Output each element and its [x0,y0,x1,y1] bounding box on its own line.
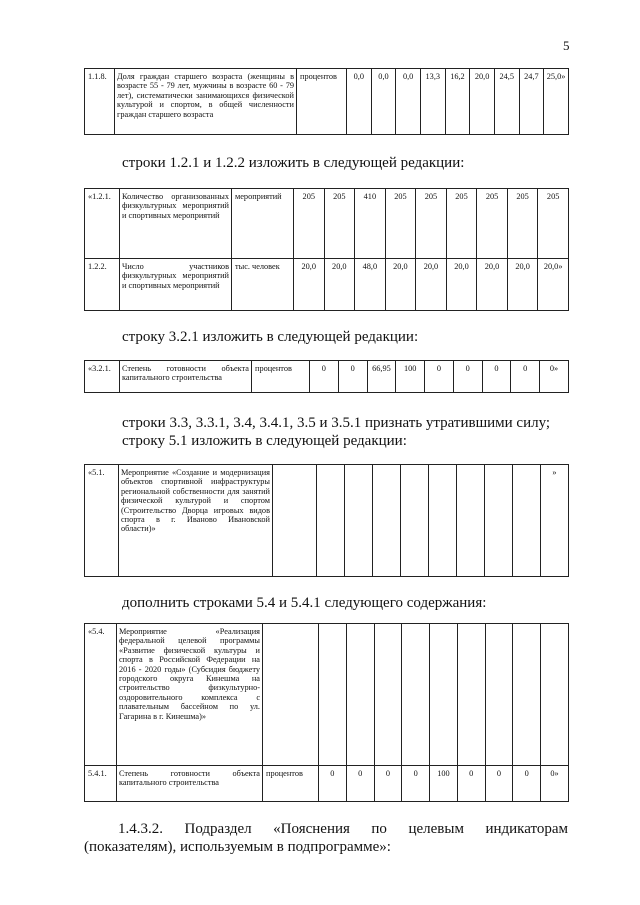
value-cell: 100 [396,361,425,393]
value-cell: 205 [294,189,325,259]
value-cell: 0 [319,766,347,802]
value-cell: 205 [477,189,508,259]
table-row [85,361,569,393]
value-cell: 205 [538,189,569,259]
section-heading-rows-5-4: дополнить строками 5.4 и 5.4.1 следующего содержания: [122,595,487,611]
indicator-name-cell: Степень готовности объекта капитального строительства [120,361,252,393]
value-cell [430,624,458,766]
section-heading-rows-3-3: строки 3.3, 3.3.1, 3.4, 3.4.1, 3.5 и 3.5.1 признать утратившими силу; [122,415,551,431]
value-cell: 205 [507,189,538,259]
value-cell [373,465,401,577]
value-cell: 0,0 [347,69,372,135]
indicator-name-cell: Количество организованных физкультурных мероприятий и спортивных мероприятий [120,189,232,259]
value-cell: 205 [324,189,355,259]
value-cell [485,465,513,577]
value-cell: 20,0 [385,259,416,311]
value-cell: 205 [385,189,416,259]
value-cell [485,624,513,766]
value-cell [513,465,541,577]
value-cell [541,624,569,766]
indicator-table-1-2 [84,188,569,311]
value-cell: 205 [416,189,447,259]
indicator-name-cell: Мероприятие «Реализация федеральной целевой программы «Развитие физической культуры и спорта в Российской Федерации на 2016 - 2020 годы» (Субсидия бюджету городского округа Кинешма на строительство физкультурно-оздоровительного комплекса с плавательным бассейном по ул. Гагарина в г. Кинешма)» [117,624,263,766]
value-cell: 410 [355,189,386,259]
unit-cell: мероприятий [232,189,294,259]
value-cell [346,624,374,766]
value-cell [402,624,430,766]
unit-cell: процентов [263,766,319,802]
value-cell: 0 [425,361,454,393]
value-cell: 0,0 [371,69,396,135]
value-cell [345,465,373,577]
value-cell: 20,0 [446,259,477,311]
paragraph-line-1: 1.4.3.2. Подраздел «Пояснения по целевым индикаторам [118,821,568,837]
indicator-table-5-4 [84,623,569,802]
value-cell [401,465,429,577]
value-cell: 20,0 [507,259,538,311]
table-row [85,69,569,135]
value-cell: 66,95 [367,361,396,393]
value-cell: » [541,465,569,577]
value-cell: 13,3 [420,69,445,135]
value-cell: 0 [482,361,511,393]
value-cell: 24,7 [519,69,544,135]
value-cell: 20,0 [294,259,325,311]
table-row [85,465,569,577]
value-cell [429,465,457,577]
unit-cell [273,465,317,577]
value-cell [317,465,345,577]
table-row [85,624,569,766]
unit-cell: тыс. человек [232,259,294,311]
value-cell: 20,0 [477,259,508,311]
subsection-paragraph [84,820,568,856]
value-cell [457,465,485,577]
row-code-cell: 5.4.1. [85,766,117,802]
value-cell: 0 [346,766,374,802]
value-cell [513,624,541,766]
value-cell: 0 [374,766,402,802]
value-cell: 0» [540,361,569,393]
value-cell: 0 [338,361,367,393]
unit-cell [263,624,319,766]
row-code-cell: «5.1. [85,465,119,577]
row-code-cell: «5.4. [85,624,117,766]
section-heading-rows-1-2: строки 1.2.1 и 1.2.2 изложить в следующей редакции: [122,155,465,171]
indicator-table-5-1 [84,464,569,577]
value-cell: 0» [541,766,569,802]
value-cell: 24,5 [494,69,519,135]
value-cell: 20,0 [324,259,355,311]
value-cell: 0 [453,361,482,393]
indicator-name-cell: Доля граждан старшего возраста (женщины в возрасте 55 - 79 лет, мужчины в возрасте 60 - 79 лет), систематически занимающихся физической культурой и спортом, в общей численности граждан старшего возраста [115,69,297,135]
unit-cell: процентов [297,69,347,135]
value-cell: 0 [513,766,541,802]
value-cell: 205 [446,189,477,259]
value-cell: 0 [457,766,485,802]
value-cell: 0,0 [396,69,421,135]
value-cell: 0 [402,766,430,802]
unit-cell: процентов [252,361,310,393]
value-cell [319,624,347,766]
table-row [85,259,569,311]
paragraph-line-2: (показателям), используемым в подпрограмме»: [84,839,391,855]
value-cell: 25,0» [544,69,569,135]
value-cell: 0 [310,361,339,393]
indicator-name-cell: Степень готовности объекта капитального строительства [117,766,263,802]
row-code-cell: «1.2.1. [85,189,120,259]
indicator-name-cell: Число участников физкультурных мероприятий и спортивных мероприятий [120,259,232,311]
value-cell: 20,0 [470,69,495,135]
table-row [85,766,569,802]
table-row [85,189,569,259]
indicator-table-3-2-1 [84,360,569,393]
section-heading-row-5-1: строку 5.1 изложить в следующей редакции: [122,433,407,449]
value-cell: 100 [430,766,458,802]
row-code-cell: 1.1.8. [85,69,115,135]
indicator-table-1-1-8 [84,68,569,135]
value-cell: 20,0» [538,259,569,311]
value-cell: 0 [511,361,540,393]
section-heading-row-3-2-1: строку 3.2.1 изложить в следующей редакции: [122,329,419,345]
value-cell [374,624,402,766]
value-cell: 16,2 [445,69,470,135]
page-number: 5 [563,38,570,53]
value-cell: 20,0 [416,259,447,311]
row-code-cell: «3.2.1. [85,361,120,393]
value-cell [457,624,485,766]
value-cell: 0 [485,766,513,802]
value-cell: 48,0 [355,259,386,311]
indicator-name-cell: Мероприятие «Создание и модернизация объектов спортивной инфраструктуры региональной собственности для занятий физической культурой и спортом (Строительство Дворца игровых видов спорта в г. Иваново Ивановской области)» [119,465,273,577]
row-code-cell: 1.2.2. [85,259,120,311]
